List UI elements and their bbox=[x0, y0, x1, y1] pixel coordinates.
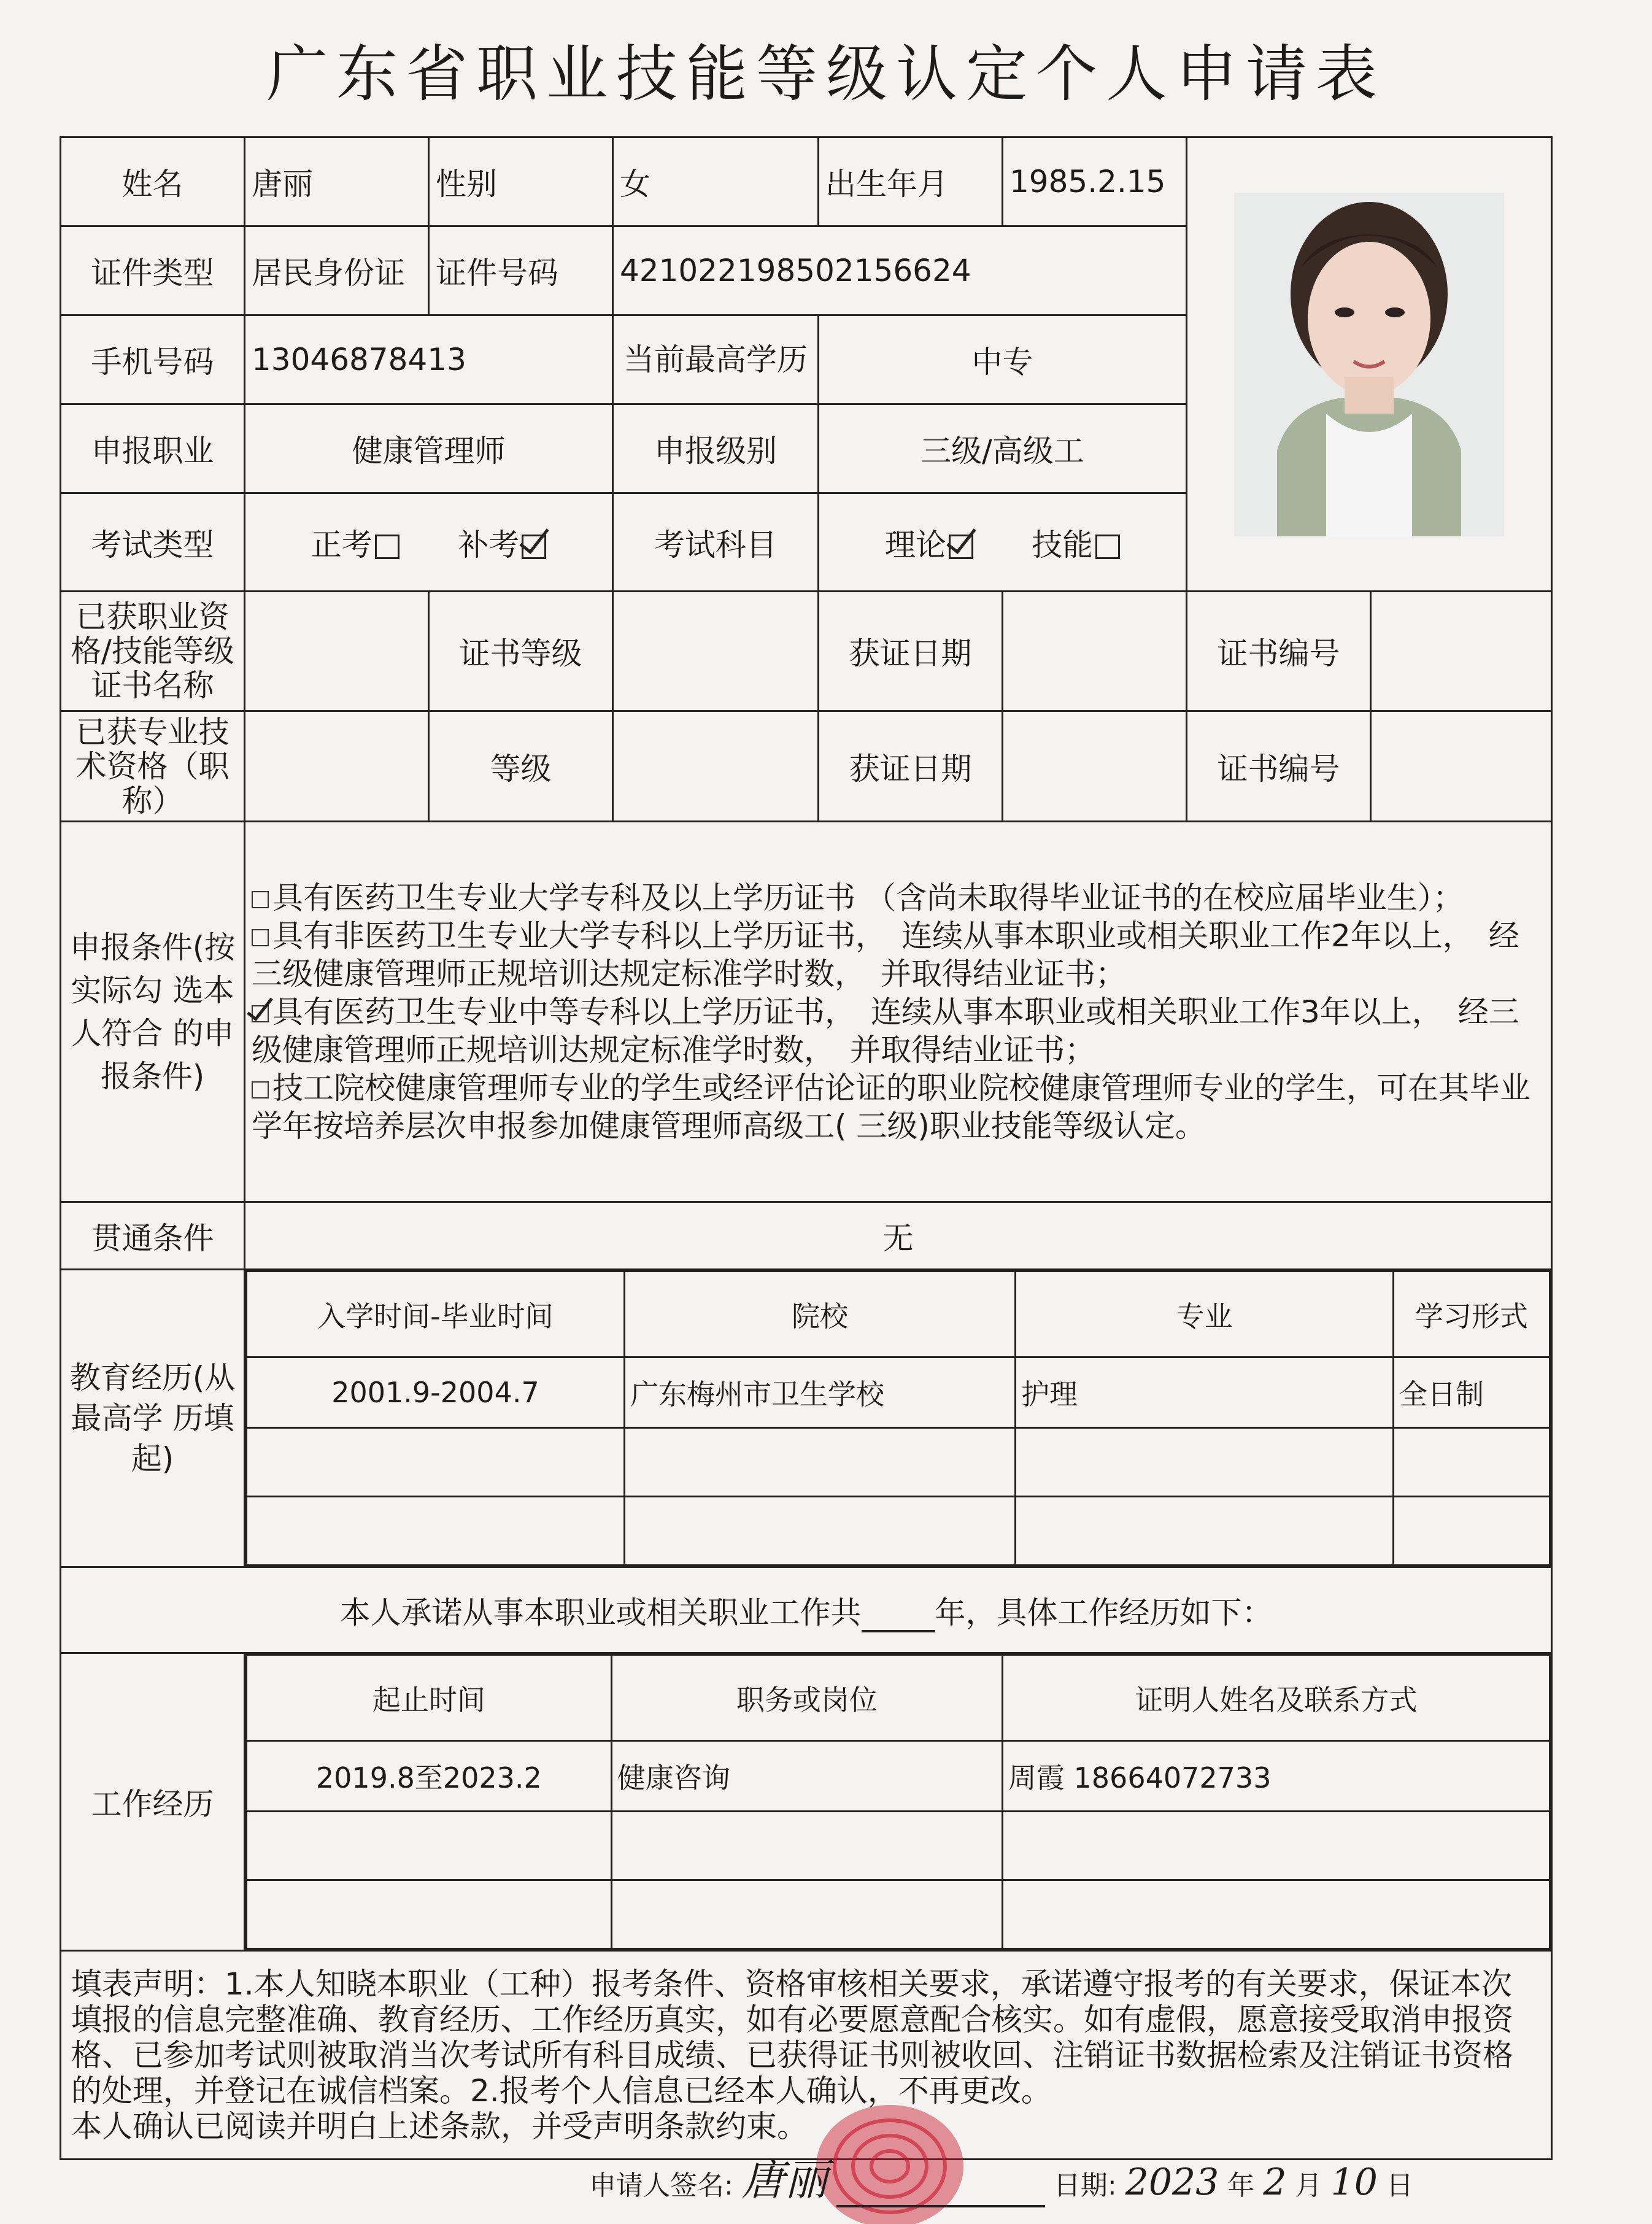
id-no-label: 证件号码 bbox=[429, 226, 613, 315]
confirm-text: 本人确认已阅读并明白上述条款，并受声明条款约束。 bbox=[71, 2108, 808, 2144]
link-label: 贯通条件 bbox=[61, 1202, 245, 1270]
subject-skill-label: 技能 bbox=[1032, 527, 1094, 563]
birth-label: 出生年月 bbox=[819, 137, 1003, 226]
signature-label: 申请人签名: bbox=[589, 2170, 733, 2201]
id-type-label: 证件类型 bbox=[61, 226, 245, 315]
education-label: 当前最高学历 bbox=[613, 315, 819, 404]
work-cell[interactable] bbox=[1002, 1812, 1550, 1880]
edu-header: 入学时间-毕业时间 bbox=[247, 1272, 625, 1357]
photo-cell bbox=[1187, 137, 1552, 592]
occupation-label: 申报职业 bbox=[61, 404, 245, 493]
table-row bbox=[247, 1741, 1550, 1812]
id-no-value[interactable]: 421022198502156624 bbox=[613, 226, 1187, 315]
work-cell[interactable]: 健康咨询 bbox=[611, 1741, 1002, 1812]
condition-checkbox[interactable] bbox=[252, 1081, 269, 1098]
edu-header: 院校 bbox=[624, 1272, 1015, 1357]
work-history-label: 工作经历 bbox=[61, 1653, 245, 1951]
work-header: 证明人姓名及联系方式 bbox=[1002, 1655, 1550, 1741]
edu-cell[interactable]: 广东梅州市卫生学校 bbox=[624, 1357, 1015, 1428]
date-label: 日期: bbox=[1053, 2170, 1117, 2201]
education-value[interactable]: 中专 bbox=[819, 315, 1187, 404]
work-table bbox=[245, 1654, 1551, 1950]
title-no-value[interactable] bbox=[1371, 711, 1552, 822]
exam-makeup-label: 补考 bbox=[458, 527, 520, 563]
work-cell[interactable] bbox=[611, 1880, 1002, 1949]
cert-no-label: 证书编号 bbox=[1187, 592, 1371, 711]
edu-cell[interactable]: 2001.9-2004.7 bbox=[247, 1357, 625, 1428]
date-day[interactable]: 10 bbox=[1330, 2161, 1378, 2204]
date-month-unit: 月 bbox=[1295, 2170, 1322, 2201]
condition-item[interactable]: 具有医药卫生专业大学专科及以上学历证书 （含尚未取得毕业证书的在校应届毕业生）； bbox=[252, 879, 1545, 917]
date-month[interactable]: 2 bbox=[1263, 2161, 1287, 2204]
cert-no-value[interactable] bbox=[1371, 592, 1552, 711]
subject-theory-checkbox[interactable] bbox=[949, 535, 973, 559]
table-row bbox=[247, 1812, 1550, 1880]
date-day-unit: 日 bbox=[1386, 2170, 1413, 2201]
id-type-value[interactable]: 居民身份证 bbox=[245, 226, 429, 315]
condition-item[interactable]: 具有非医药卫生专业大学专科以上学历证书， 连续从事本职业或相关职业工作2年以上， 经三级健康管理师正规培训达规定标准学时数， 并取得结业证书； bbox=[252, 917, 1519, 992]
work-cell[interactable]: 2019.8至2023.2 bbox=[247, 1741, 612, 1812]
education-table bbox=[245, 1270, 1551, 1566]
table-row bbox=[247, 1428, 1550, 1497]
edu-cell[interactable] bbox=[624, 1428, 1015, 1497]
gender-label: 性别 bbox=[429, 137, 613, 226]
cert-held-value[interactable] bbox=[245, 592, 429, 711]
edu-cell[interactable] bbox=[247, 1428, 625, 1497]
grade-value[interactable] bbox=[613, 711, 819, 822]
edu-cell[interactable] bbox=[1394, 1497, 1550, 1566]
title-date-value[interactable] bbox=[1003, 711, 1187, 822]
cert-level-label: 证书等级 bbox=[429, 592, 613, 711]
commitment-before: 本人承诺从事本职业或相关职业工作共 bbox=[339, 1594, 862, 1631]
title-held-value[interactable] bbox=[245, 711, 429, 822]
work-cell[interactable] bbox=[1002, 1880, 1550, 1949]
commitment-after: 年，具体工作经历如下： bbox=[935, 1594, 1273, 1631]
cert-date-label: 获证日期 bbox=[819, 592, 1003, 711]
condition-checkbox[interactable] bbox=[252, 891, 269, 908]
application-form bbox=[60, 136, 1553, 2160]
title-no-label: 证书编号 bbox=[1187, 711, 1371, 822]
name-label: 姓名 bbox=[61, 137, 245, 226]
date-year[interactable]: 2023 bbox=[1125, 2161, 1219, 2204]
work-cell[interactable] bbox=[247, 1880, 612, 1949]
birth-value[interactable]: 1985.2.15 bbox=[1003, 137, 1187, 226]
exam-subject-options bbox=[819, 493, 1187, 592]
work-header: 职务或岗位 bbox=[611, 1655, 1002, 1741]
work-header: 起止时间 bbox=[247, 1655, 612, 1741]
condition-checkbox[interactable] bbox=[252, 1005, 269, 1022]
commitment-line bbox=[61, 1567, 1552, 1653]
edu-header: 专业 bbox=[1016, 1272, 1394, 1357]
edu-history-label: 教育经历(从最高学 历填起) bbox=[61, 1270, 245, 1567]
exam-subject-label: 考试科目 bbox=[613, 493, 819, 592]
work-cell[interactable]: 周霞 18664072733 bbox=[1002, 1741, 1550, 1812]
education-table-cell bbox=[245, 1270, 1552, 1567]
condition-item[interactable]: 技工院校健康管理师专业的学生或经评估论证的职业院校健康管理师专业的学生，可在其毕业学年按培养层次申报参加健康管理师高级工( 三级)职业技能等级认定。 bbox=[252, 1070, 1530, 1144]
gender-value[interactable]: 女 bbox=[613, 137, 819, 226]
table-row bbox=[247, 1497, 1550, 1566]
commitment-years-blank[interactable] bbox=[862, 1630, 935, 1632]
edu-cell[interactable]: 护理 bbox=[1016, 1357, 1394, 1428]
subject-skill-checkbox[interactable] bbox=[1095, 535, 1120, 559]
table-row bbox=[247, 1880, 1550, 1949]
edu-cell[interactable] bbox=[624, 1497, 1015, 1566]
work-cell[interactable] bbox=[611, 1812, 1002, 1880]
declaration-text: 填表声明：1.本人知晓本职业（工种）报考条件、资格审核相关要求，承诺遵守报考的有关要求，保证本次填报的信息完整准确、教育经历、工作经历真实，如有必要愿意配合核实。如有虚假，愿意接受取消申报资格、已参加考试则被取消当次考试所有科目成绩、已获得证书则被收回、注销证书数据检索及注销证书资格的处理，并登记在诚信档案。2.报考个人信息已经本人确认，不再更改。 bbox=[71, 1966, 1513, 2109]
grade-label: 等级 bbox=[429, 711, 613, 822]
exam-regular-checkbox[interactable] bbox=[375, 535, 399, 559]
signature-line bbox=[589, 2145, 1413, 2207]
table-row bbox=[247, 1357, 1550, 1428]
exam-makeup-checkbox[interactable] bbox=[522, 535, 546, 559]
cert-level-value[interactable] bbox=[613, 592, 819, 711]
subject-theory-label: 理论 bbox=[884, 527, 946, 563]
signature-name[interactable]: 唐丽 bbox=[741, 2155, 828, 2205]
condition-item[interactable]: 具有医药卫生专业中等专科以上学历证书， 连续从事本职业或相关职业工作3年以上， 经三级健康管理师正规培训达规定标准学时数， 并取得结业证书； bbox=[252, 994, 1519, 1068]
edu-cell[interactable] bbox=[1394, 1428, 1550, 1497]
level-value[interactable]: 三级/高级工 bbox=[819, 404, 1187, 493]
condition-checkbox[interactable] bbox=[252, 929, 269, 946]
conditions-list bbox=[245, 822, 1552, 1202]
applicant-photo bbox=[1234, 193, 1504, 536]
phone-value[interactable]: 13046878413 bbox=[245, 315, 613, 404]
date-year-unit: 年 bbox=[1227, 2170, 1255, 2201]
edu-cell[interactable] bbox=[247, 1497, 625, 1566]
cert-held-label: 已获职业资格/技能等级证书名称 bbox=[61, 592, 245, 711]
occupation-value[interactable]: 健康管理师 bbox=[245, 404, 613, 493]
name-value[interactable]: 唐丽 bbox=[245, 137, 429, 226]
edu-cell[interactable] bbox=[1016, 1428, 1394, 1497]
page-title: 广东省职业技能等级认定个人申请表 bbox=[266, 38, 1386, 110]
edu-header: 学习形式 bbox=[1394, 1272, 1550, 1357]
edu-cell[interactable]: 全日制 bbox=[1394, 1357, 1550, 1428]
link-value[interactable]: 无 bbox=[245, 1202, 1552, 1270]
signature-underline bbox=[836, 2203, 1045, 2207]
conditions-label: 申报条件(按实际勾 选本人符合 的申报条件) bbox=[61, 822, 245, 1202]
work-cell[interactable] bbox=[247, 1812, 612, 1880]
work-table-cell bbox=[245, 1653, 1552, 1951]
exam-type-options bbox=[245, 493, 613, 592]
level-label: 申报级别 bbox=[613, 404, 819, 493]
title-date-label: 获证日期 bbox=[819, 711, 1003, 822]
exam-type-label: 考试类型 bbox=[61, 493, 245, 592]
phone-label: 手机号码 bbox=[61, 315, 245, 404]
cert-date-value[interactable] bbox=[1003, 592, 1187, 711]
title-held-label: 已获专业技术资格（职 称） bbox=[61, 711, 245, 822]
edu-cell[interactable] bbox=[1016, 1497, 1394, 1566]
exam-regular-label: 正考 bbox=[311, 527, 372, 563]
